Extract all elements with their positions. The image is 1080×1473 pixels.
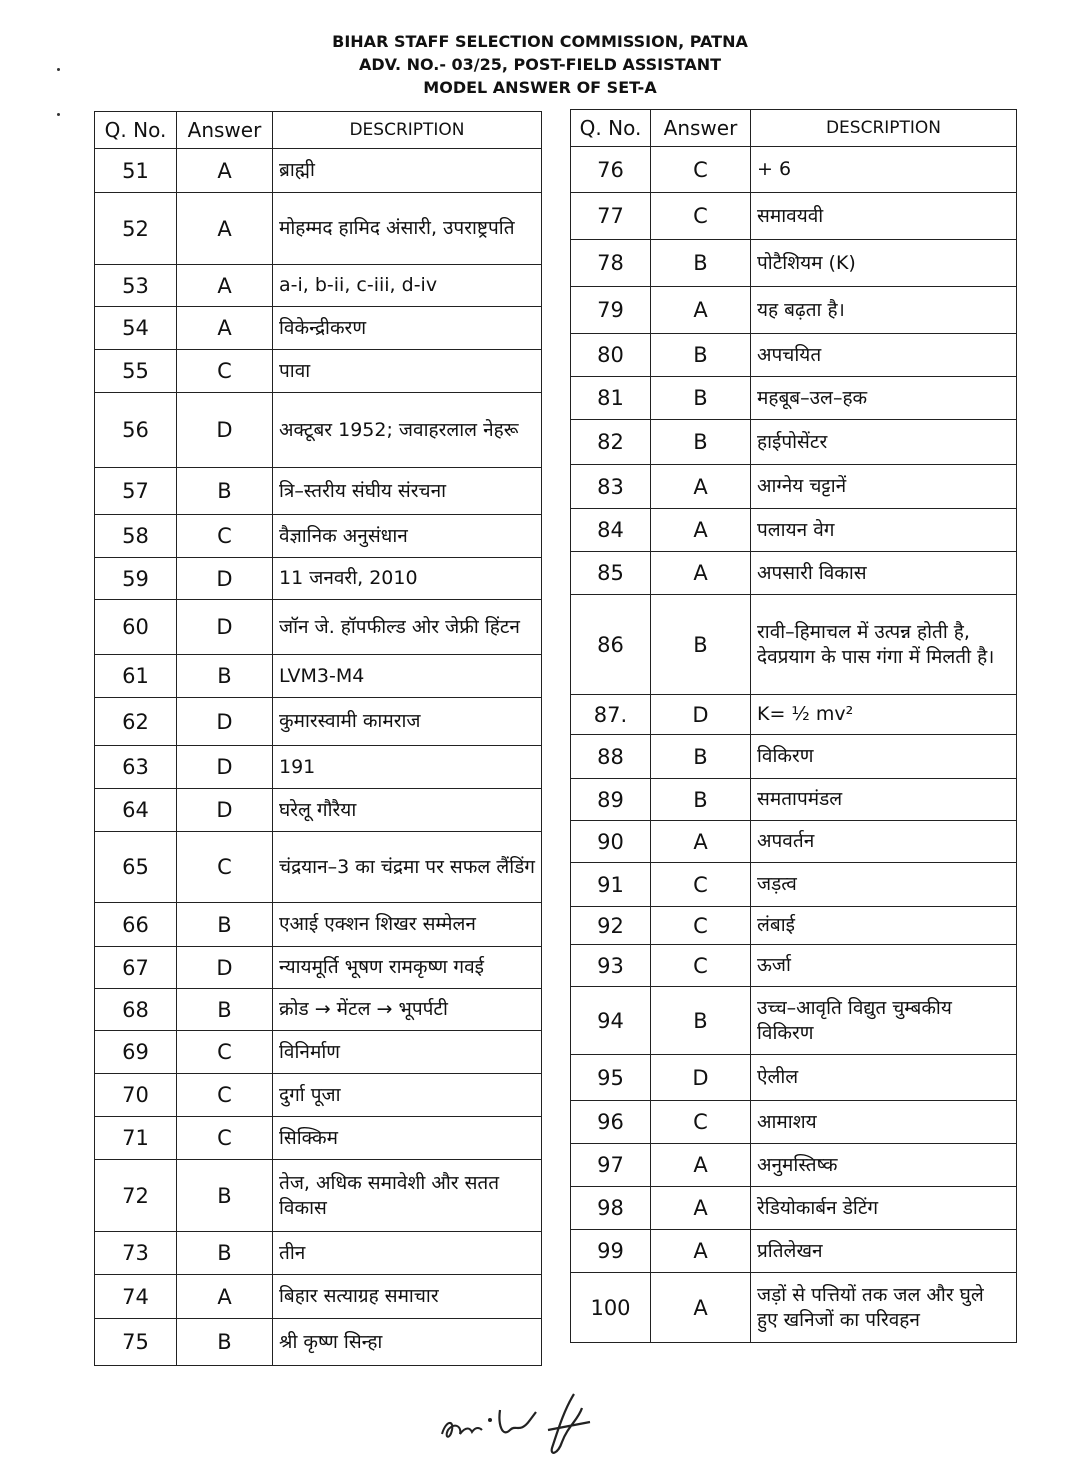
table-row	[571, 240, 1017, 287]
answer-option: B	[651, 779, 751, 821]
table-row	[95, 193, 542, 265]
answer-option: A	[651, 1230, 751, 1273]
question-number: 90	[571, 821, 651, 863]
answer-option: C	[177, 1074, 273, 1117]
question-number: 96	[571, 1101, 651, 1144]
question-number: 62	[95, 698, 177, 746]
question-number: 71	[95, 1117, 177, 1160]
answer-option: D	[651, 1055, 751, 1101]
question-number: 99	[571, 1230, 651, 1273]
answer-header: Answer	[651, 110, 751, 147]
answer-option: A	[651, 821, 751, 863]
table-row	[571, 695, 1017, 735]
table-row	[95, 1319, 542, 1366]
answer-option: A	[177, 149, 273, 193]
table-row	[95, 1232, 542, 1275]
answer-description: क्रोड → मेंटल → भूपर्पटी	[273, 989, 542, 1031]
question-number: 92	[571, 907, 651, 945]
answer-option: A	[651, 287, 751, 334]
table-row	[95, 149, 542, 193]
answer-option: A	[177, 265, 273, 307]
answer-option: C	[651, 907, 751, 945]
answer-option: D	[177, 600, 273, 655]
question-number: 80	[571, 334, 651, 377]
table-row	[571, 1144, 1017, 1187]
answer-description: ऐलील	[751, 1055, 1017, 1101]
answer-description: प्रतिलेखन	[751, 1230, 1017, 1273]
answer-description: अपचयित	[751, 334, 1017, 377]
answer-option: C	[177, 350, 273, 393]
qno-header: Q. No.	[571, 110, 651, 147]
question-number: 65	[95, 832, 177, 903]
answer-description: कुमारस्वामी कामराज	[273, 698, 542, 746]
answer-option: A	[651, 509, 751, 552]
question-number: 97	[571, 1144, 651, 1187]
answer-description: अपवर्तन	[751, 821, 1017, 863]
qno-header: Q. No.	[95, 112, 177, 149]
answer-description: विकिरण	[751, 735, 1017, 779]
answer-option: B	[651, 377, 751, 420]
answer-option: B	[651, 334, 751, 377]
question-number: 98	[571, 1187, 651, 1230]
answer-description: रावी–हिमाचल में उत्पन्न होती है, देवप्रयाग के पास गंगा में मिलती है।	[751, 595, 1017, 695]
description-header: DESCRIPTION	[273, 112, 542, 149]
answer-option: B	[177, 1232, 273, 1275]
header-advertisement: ADV. NO.- 03/25, POST-FIELD ASSISTANT	[358, 55, 722, 74]
answer-option: C	[177, 832, 273, 903]
table-row	[95, 393, 542, 468]
question-number: 60	[95, 600, 177, 655]
answer-description: पलायन वेग	[751, 509, 1017, 552]
table-row	[95, 789, 542, 832]
table-row	[95, 1074, 542, 1117]
table-row	[95, 350, 542, 393]
table-row	[571, 1187, 1017, 1230]
answer-description: घरेलू गौरैया	[273, 789, 542, 832]
table-row	[571, 863, 1017, 907]
answer-option: B	[651, 987, 751, 1055]
answer-option: B	[177, 989, 273, 1031]
table-row	[571, 1230, 1017, 1273]
table-row	[95, 655, 542, 698]
table-row	[571, 193, 1017, 240]
question-number: 78	[571, 240, 651, 287]
answer-option: B	[177, 655, 273, 698]
table-row	[571, 147, 1017, 193]
table-row	[95, 1117, 542, 1160]
question-number: 77	[571, 193, 651, 240]
question-number: 64	[95, 789, 177, 832]
answer-description: जॉन जे. हॉपफील्ड ओर जेफ्री हिंटन	[273, 600, 542, 655]
table-row	[571, 1101, 1017, 1144]
answer-description: पोटैशियम (K)	[751, 240, 1017, 287]
table-row	[571, 735, 1017, 779]
answer-option: C	[177, 1117, 273, 1160]
table-row	[95, 989, 542, 1031]
table-row	[571, 552, 1017, 595]
answer-option: C	[651, 1101, 751, 1144]
question-number: 52	[95, 193, 177, 265]
table-row	[571, 779, 1017, 821]
question-number: 67	[95, 947, 177, 989]
table-row	[95, 903, 542, 947]
table-row	[571, 465, 1017, 509]
question-number: 89	[571, 779, 651, 821]
answer-option: B	[177, 903, 273, 947]
scan-speck	[57, 68, 60, 71]
table-row	[95, 746, 542, 789]
header-row	[571, 110, 1017, 147]
answer-description: विनिर्माण	[273, 1031, 542, 1074]
question-number: 87.	[571, 695, 651, 735]
answer-option: C	[651, 193, 751, 240]
answer-option: D	[651, 695, 751, 735]
question-number: 91	[571, 863, 651, 907]
answer-option: A	[651, 465, 751, 509]
answer-option: C	[651, 945, 751, 987]
answer-option: D	[177, 789, 273, 832]
answer-description: अनुमस्तिष्क	[751, 1144, 1017, 1187]
answer-description: चंद्रयान–3 का चंद्रमा पर सफल लैंडिंग	[273, 832, 542, 903]
answer-option: C	[177, 1031, 273, 1074]
answer-description: बिहार सत्याग्रह समाचार	[273, 1275, 542, 1319]
answer-description: यह बढ़ता है।	[751, 287, 1017, 334]
answer-option: A	[177, 1275, 273, 1319]
table-row	[95, 515, 542, 558]
answer-option: A	[651, 1144, 751, 1187]
answer-option: B	[651, 240, 751, 287]
header-row	[95, 112, 542, 149]
answer-option: B	[177, 1160, 273, 1232]
table-row	[95, 600, 542, 655]
signature	[440, 1390, 600, 1460]
answer-description: 191	[273, 746, 542, 789]
answer-description: पावा	[273, 350, 542, 393]
answer-option: A	[651, 1187, 751, 1230]
table-row	[571, 334, 1017, 377]
answer-description: समावयवी	[751, 193, 1017, 240]
table-row	[95, 698, 542, 746]
table-row	[571, 287, 1017, 334]
answer-description: त्रि–स्तरीय संघीय संरचना	[273, 468, 542, 515]
answer-option: B	[177, 1319, 273, 1366]
answer-option: B	[651, 420, 751, 465]
table-row	[571, 907, 1017, 945]
question-number: 51	[95, 149, 177, 193]
question-number: 68	[95, 989, 177, 1031]
question-number: 100	[571, 1273, 651, 1343]
description-header: DESCRIPTION	[751, 110, 1017, 147]
answer-description: सिक्किम	[273, 1117, 542, 1160]
answer-description: रेडियोकार्बन डेटिंग	[751, 1187, 1017, 1230]
question-number: 88	[571, 735, 651, 779]
scan-speck	[57, 113, 60, 116]
question-number: 66	[95, 903, 177, 947]
answer-option: D	[177, 746, 273, 789]
answer-option: D	[177, 558, 273, 600]
table-row	[95, 832, 542, 903]
question-number: 54	[95, 307, 177, 350]
question-number: 69	[95, 1031, 177, 1074]
answer-description: तीन	[273, 1232, 542, 1275]
answer-description: वैज्ञानिक अनुसंधान	[273, 515, 542, 558]
answer-description: तेज, अधिक समावेशी और सतत विकास	[273, 1160, 542, 1232]
answer-description: a-i, b-ii, c-iii, d-iv	[273, 265, 542, 307]
question-number: 85	[571, 552, 651, 595]
answer-description: विकेन्द्रीकरण	[273, 307, 542, 350]
table-row	[571, 821, 1017, 863]
answer-description: LVM3-M4	[273, 655, 542, 698]
question-number: 58	[95, 515, 177, 558]
question-number: 73	[95, 1232, 177, 1275]
table-row	[95, 1160, 542, 1232]
answer-header: Answer	[177, 112, 273, 149]
answer-option: B	[651, 735, 751, 779]
question-number: 79	[571, 287, 651, 334]
answer-description: + 6	[751, 147, 1017, 193]
answer-description: समतापमंडल	[751, 779, 1017, 821]
table-row	[571, 420, 1017, 465]
question-number: 75	[95, 1319, 177, 1366]
answer-table-left	[94, 111, 542, 1366]
question-number: 82	[571, 420, 651, 465]
answer-option: A	[177, 193, 273, 265]
question-number: 61	[95, 655, 177, 698]
answer-option: A	[177, 307, 273, 350]
answer-description: लंबाई	[751, 907, 1017, 945]
table-row	[571, 595, 1017, 695]
answer-description: अपसारी विकास	[751, 552, 1017, 595]
answer-description: दुर्गा पूजा	[273, 1074, 542, 1117]
question-number: 59	[95, 558, 177, 600]
answer-description: श्री कृष्ण सिन्हा	[273, 1319, 542, 1366]
answer-description: K= ½ mv²	[751, 695, 1017, 735]
answer-description: जड़त्व	[751, 863, 1017, 907]
question-number: 72	[95, 1160, 177, 1232]
answer-option: C	[651, 863, 751, 907]
question-number: 93	[571, 945, 651, 987]
answer-option: C	[177, 515, 273, 558]
answer-option: B	[651, 595, 751, 695]
table-row	[95, 468, 542, 515]
question-number: 86	[571, 595, 651, 695]
table-row	[571, 509, 1017, 552]
answer-option: D	[177, 393, 273, 468]
table-row	[571, 987, 1017, 1055]
table-row	[95, 947, 542, 989]
answer-option: C	[651, 147, 751, 193]
answer-option: D	[177, 947, 273, 989]
answer-description: न्यायमूर्ति भूषण रामकृष्ण गवई	[273, 947, 542, 989]
question-number: 76	[571, 147, 651, 193]
answer-description: आमाशय	[751, 1101, 1017, 1144]
answer-description: अक्टूबर 1952; जवाहरलाल नेहरू	[273, 393, 542, 468]
answer-description: आग्नेय चट्टानें	[751, 465, 1017, 509]
table-row	[95, 558, 542, 600]
question-number: 74	[95, 1275, 177, 1319]
header-set: MODEL ANSWER OF SET-A	[423, 78, 657, 97]
answer-option: B	[177, 468, 273, 515]
table-row	[95, 265, 542, 307]
table-row	[95, 1031, 542, 1074]
answer-description: हाईपोसेंटर	[751, 420, 1017, 465]
question-number: 55	[95, 350, 177, 393]
answer-description: उच्च–आवृति विद्युत चुम्बकीय विकिरण	[751, 987, 1017, 1055]
table-row	[571, 1273, 1017, 1343]
table-row	[571, 377, 1017, 420]
answer-table-right	[570, 109, 1017, 1343]
question-number: 95	[571, 1055, 651, 1101]
table-row	[95, 1275, 542, 1319]
question-number: 63	[95, 746, 177, 789]
question-number: 81	[571, 377, 651, 420]
answer-option: A	[651, 1273, 751, 1343]
question-number: 83	[571, 465, 651, 509]
answer-description: महबूब–उल–हक	[751, 377, 1017, 420]
answer-description: एआई एक्शन शिखर सम्मेलन	[273, 903, 542, 947]
answer-description: 11 जनवरी, 2010	[273, 558, 542, 600]
question-number: 94	[571, 987, 651, 1055]
question-number: 53	[95, 265, 177, 307]
question-number: 84	[571, 509, 651, 552]
question-number: 57	[95, 468, 177, 515]
document-header	[0, 30, 1080, 99]
answer-description: जड़ों से पत्तियों तक जल और घुले हुए खनिजों का परिवहन	[751, 1273, 1017, 1343]
table-row	[95, 307, 542, 350]
answer-option: A	[651, 552, 751, 595]
table-row	[571, 945, 1017, 987]
answer-description: मोहम्मद हामिद अंसारी, उपराष्ट्रपति	[273, 193, 542, 265]
answer-description: ऊर्जा	[751, 945, 1017, 987]
table-row	[571, 1055, 1017, 1101]
answer-option: D	[177, 698, 273, 746]
question-number: 70	[95, 1074, 177, 1117]
answer-description: ब्राह्मी	[273, 149, 542, 193]
question-number: 56	[95, 393, 177, 468]
header-commission: BIHAR STAFF SELECTION COMMISSION, PATNA	[332, 32, 748, 51]
